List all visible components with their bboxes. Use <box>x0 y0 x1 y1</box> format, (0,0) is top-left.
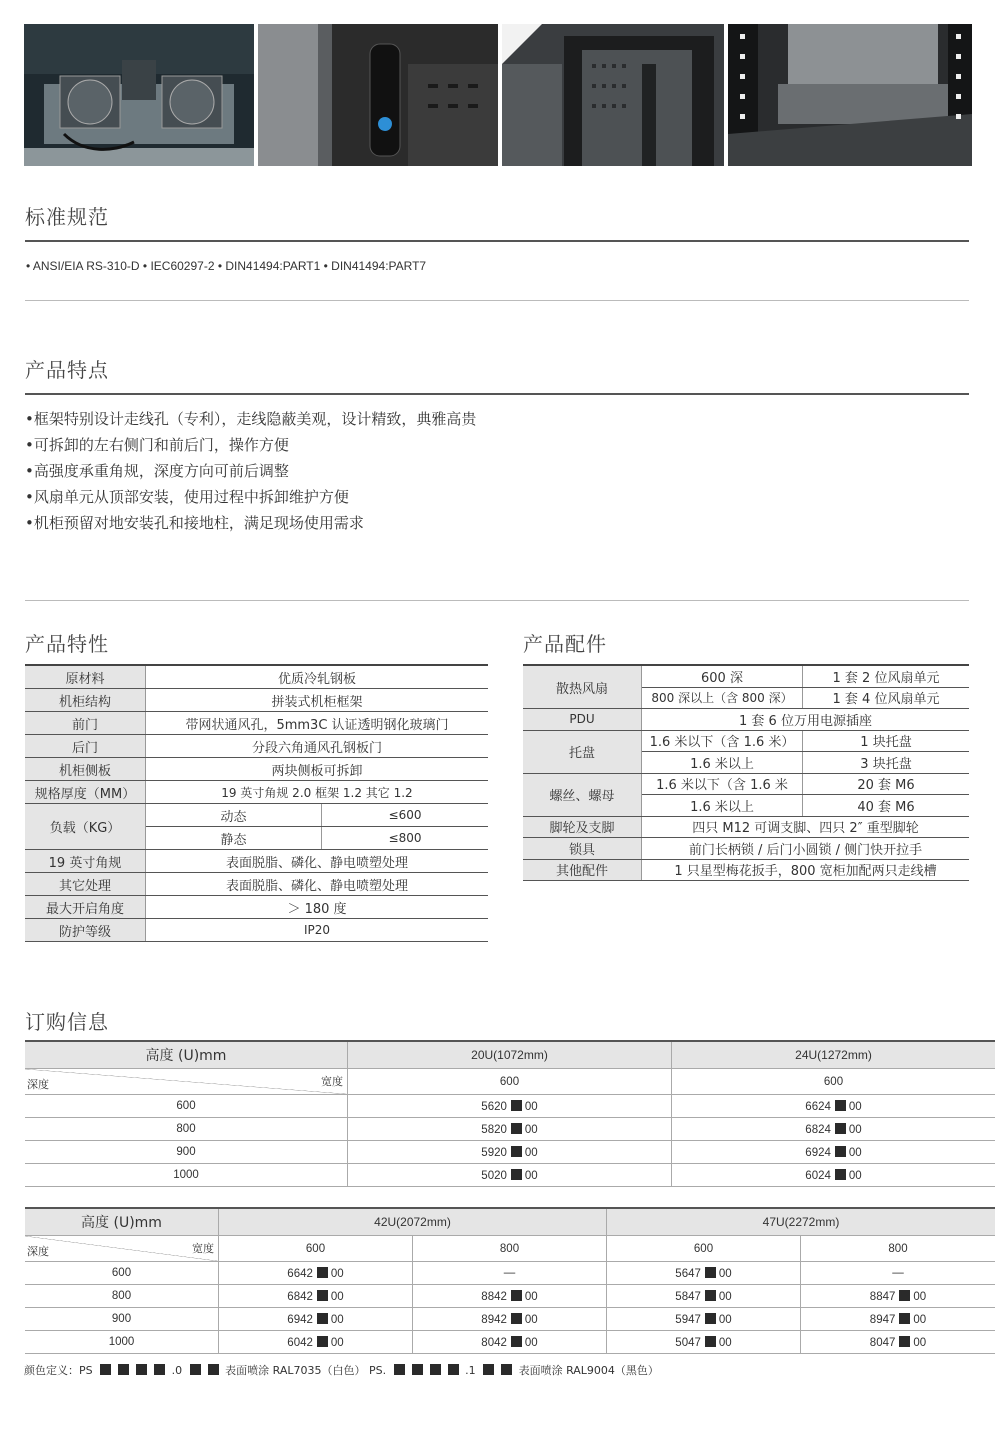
spec-label: 最大开启角度 <box>25 896 146 919</box>
code-suffix: 00 <box>718 1267 732 1280</box>
code-suffix: 00 <box>913 1336 927 1349</box>
spec-value: 拼装式机柜框架 <box>146 689 489 712</box>
footnote-text: .1 <box>465 1364 476 1377</box>
door-handle-photo <box>258 24 498 166</box>
spec-value: ＞ 180 度 <box>146 896 489 919</box>
height-header: 高度 (U)mm <box>25 1041 348 1069</box>
code-suffix: 00 <box>524 1313 538 1326</box>
spec-value: 分段六角通风孔钢板门 <box>146 735 489 758</box>
col-header: 24U(1272mm) <box>672 1041 996 1069</box>
color-square <box>511 1123 522 1134</box>
code-prefix: 8042 <box>481 1336 507 1349</box>
color-square <box>705 1336 716 1347</box>
color-square <box>430 1364 441 1375</box>
code-prefix: 5647 <box>675 1267 701 1280</box>
feature-item: •机柜预留对地安装孔和接地柱，满足现场使用需求 <box>25 514 364 532</box>
acc-label: 锁具 <box>523 838 642 860</box>
code-suffix: 00 <box>913 1290 927 1303</box>
color-square <box>511 1290 522 1301</box>
color-square <box>705 1313 716 1324</box>
model-code <box>607 1285 801 1308</box>
code-prefix: 6042 <box>287 1336 313 1349</box>
accessories-table <box>523 664 969 881</box>
fan-unit-photo <box>24 24 254 166</box>
model-code <box>348 1141 672 1164</box>
divider <box>25 600 969 601</box>
acc-value: 1 块托盘 <box>803 730 970 752</box>
spec-label: 机柜侧板 <box>25 758 146 781</box>
table-row <box>25 1095 995 1118</box>
code-prefix: 8047 <box>869 1336 896 1349</box>
code-suffix: 00 <box>524 1336 538 1349</box>
code-suffix: 00 <box>330 1313 344 1326</box>
model-code-empty: — <box>801 1262 996 1285</box>
color-square <box>511 1313 522 1324</box>
acc-cond: 1.6 米以下（含 1.6 米 <box>642 773 803 795</box>
depth-label: 深度 <box>27 1245 49 1258</box>
model-code <box>607 1308 801 1331</box>
spec-value: 表面脱脂、磷化、静电喷塑处理 <box>146 850 489 873</box>
width-value: 600 <box>219 1236 413 1262</box>
code-prefix: 8942 <box>481 1313 507 1326</box>
spec-label: 前门 <box>25 712 146 735</box>
model-code <box>607 1331 801 1354</box>
acc-value: 40 套 M6 <box>803 795 970 817</box>
color-square <box>412 1364 423 1375</box>
model-code <box>348 1118 672 1141</box>
model-code <box>413 1331 607 1354</box>
feature-item: •可拆卸的左右侧门和前后门，操作方便 <box>25 436 289 454</box>
code-prefix: 6842 <box>287 1290 313 1303</box>
model-code <box>801 1285 996 1308</box>
code-suffix: 00 <box>848 1123 862 1136</box>
acc-label: 散热风扇 <box>523 665 642 709</box>
color-square <box>511 1336 522 1347</box>
code-prefix: 5847 <box>675 1290 701 1303</box>
footnote-text: .0 <box>171 1364 183 1377</box>
code-prefix: 6924 <box>805 1146 831 1159</box>
code-prefix: 8842 <box>481 1290 507 1303</box>
acc-value: 1 套 2 位风扇单元 <box>803 665 970 687</box>
color-square <box>835 1169 846 1180</box>
table-row <box>25 1118 995 1141</box>
rails-photo <box>728 24 972 166</box>
color-square <box>317 1313 328 1324</box>
depth-value: 900 <box>25 1141 348 1164</box>
code-prefix: 5020 <box>481 1169 507 1182</box>
feature-item: •框架特别设计走线孔（专利），走线隐蔽美观，设计精致，典雅高贵 <box>25 410 477 428</box>
depth-value: 600 <box>25 1095 348 1118</box>
table-row <box>25 1164 995 1187</box>
color-square <box>835 1146 846 1157</box>
model-code <box>801 1331 996 1354</box>
ordering-title: 订购信息 <box>25 1010 109 1034</box>
spec-label: 负载（KG） <box>25 804 146 850</box>
color-square <box>317 1290 328 1301</box>
color-square <box>511 1169 522 1180</box>
code-suffix: 00 <box>848 1100 862 1113</box>
code-prefix: 8947 <box>869 1313 896 1326</box>
depth-width-corner <box>25 1236 218 1261</box>
model-code <box>672 1164 996 1187</box>
code-prefix: 5620 <box>481 1100 507 1113</box>
acc-cond: 1.6 米以上 <box>642 795 803 817</box>
code-suffix: 00 <box>330 1267 344 1280</box>
feature-item: •高强度承重角规，深度方向可前后调整 <box>25 462 289 480</box>
code-prefix: 6642 <box>287 1267 313 1280</box>
model-code <box>348 1164 672 1187</box>
spec-label: 防护等级 <box>25 919 146 942</box>
acc-value: 四只 M12 可调支脚、四只 2″ 重型脚轮 <box>642 816 970 838</box>
color-square <box>899 1290 910 1301</box>
model-code <box>219 1308 413 1331</box>
features-title: 产品特点 <box>25 358 109 382</box>
color-square <box>100 1364 111 1375</box>
feature-item: •风扇单元从顶部安装，使用过程中拆卸维护方便 <box>25 488 349 506</box>
footnote-text: 颜色定义：PS <box>24 1364 93 1377</box>
color-square <box>317 1267 328 1278</box>
spec-value: 表面脱脂、磷化、静电喷塑处理 <box>146 873 489 896</box>
code-suffix: 00 <box>330 1336 344 1349</box>
model-code <box>219 1285 413 1308</box>
color-square <box>501 1364 512 1375</box>
order-table-1 <box>25 1040 995 1187</box>
code-suffix: 00 <box>330 1290 344 1303</box>
color-square <box>394 1364 405 1375</box>
acc-cond: 1.6 米以下（含 1.6 米） <box>642 730 803 752</box>
width-label: 宽度 <box>321 1075 343 1088</box>
code-suffix: 00 <box>524 1100 538 1113</box>
width-value: 600 <box>672 1069 996 1095</box>
acc-value: 1 套 6 位万用电源插座 <box>642 709 970 731</box>
code-prefix: 6942 <box>287 1313 313 1326</box>
code-suffix: 00 <box>718 1313 732 1326</box>
acc-cond: 600 深 <box>642 665 803 687</box>
acc-cond: 1.6 米以上 <box>642 752 803 774</box>
spec-value: 19 英寸角规 2.0 框架 1.2 其它 1.2 <box>146 781 489 804</box>
accessories-title: 产品配件 <box>523 632 607 656</box>
color-square <box>899 1313 910 1324</box>
code-prefix: 5947 <box>675 1313 701 1326</box>
code-prefix: 5920 <box>481 1146 507 1159</box>
spec-label: 机柜结构 <box>25 689 146 712</box>
standards-list: • ANSI/EIA RS-310-D • IEC60297-2 • DIN41494:PART1 • DIN41494:PART7 <box>26 259 427 273</box>
model-code <box>672 1118 996 1141</box>
model-code <box>413 1285 607 1308</box>
depth-width-corner <box>25 1069 347 1094</box>
width-value: 600 <box>607 1236 801 1262</box>
model-code <box>348 1095 672 1118</box>
model-code <box>607 1262 801 1285</box>
acc-label: PDU <box>523 709 642 731</box>
code-prefix: 5047 <box>675 1336 701 1349</box>
model-code <box>801 1308 996 1331</box>
width-value: 800 <box>801 1236 996 1262</box>
load-static-label: 静态 <box>146 827 322 850</box>
width-label: 宽度 <box>192 1242 214 1255</box>
code-suffix: 00 <box>524 1146 538 1159</box>
order-table-2 <box>25 1207 995 1354</box>
color-square <box>511 1146 522 1157</box>
code-prefix: 6624 <box>805 1100 831 1113</box>
code-suffix: 00 <box>913 1313 927 1326</box>
color-square <box>118 1364 129 1375</box>
table-row <box>25 1141 995 1164</box>
acc-value: 前门长柄锁 / 后门小圆锁 / 侧门快开拉手 <box>642 838 970 860</box>
color-square <box>483 1364 494 1375</box>
acc-label: 托盘 <box>523 730 642 773</box>
standards-title: 标准规范 <box>25 205 109 229</box>
code-prefix: 5820 <box>481 1123 507 1136</box>
code-prefix: 6024 <box>805 1169 831 1182</box>
spec-label: 规格厚度（MM） <box>25 781 146 804</box>
specs-title: 产品特性 <box>25 632 109 656</box>
depth-value: 1000 <box>25 1164 348 1187</box>
color-square <box>705 1290 716 1301</box>
acc-value: 3 块托盘 <box>803 752 970 774</box>
color-square <box>154 1364 165 1375</box>
color-square <box>448 1364 459 1375</box>
spec-label: 原材料 <box>25 665 146 689</box>
divider <box>25 300 969 301</box>
spec-value: 优质冷轧钢板 <box>146 665 489 689</box>
color-square <box>511 1100 522 1111</box>
depth-value: 800 <box>25 1118 348 1141</box>
color-square <box>835 1123 846 1134</box>
depth-value: 1000 <box>25 1331 219 1354</box>
model-code <box>219 1331 413 1354</box>
table-row <box>25 1285 995 1308</box>
width-value: 800 <box>413 1236 607 1262</box>
acc-value: 1 套 4 位风扇单元 <box>803 687 970 709</box>
spec-value: 两块侧板可拆卸 <box>146 758 489 781</box>
color-square <box>705 1267 716 1278</box>
features-list <box>25 406 476 536</box>
code-prefix: 8847 <box>869 1290 896 1303</box>
depth-value: 900 <box>25 1308 219 1331</box>
depth-value: 600 <box>25 1262 219 1285</box>
table-row <box>25 1331 995 1354</box>
col-header: 20U(1072mm) <box>348 1041 672 1069</box>
footnote-text: 表面喷涂 RAL7035（白色） PS. <box>225 1364 387 1377</box>
color-square <box>317 1336 328 1347</box>
model-code-empty: — <box>413 1262 607 1285</box>
footnote-text: 表面喷涂 RAL9004（黑色） <box>518 1364 659 1377</box>
model-code <box>672 1141 996 1164</box>
specs-table <box>25 664 488 942</box>
color-square <box>190 1364 201 1375</box>
code-prefix: 6824 <box>805 1123 831 1136</box>
acc-value: 1 只星型梅花扳手，800 宽柜加配两只走线槽 <box>642 859 970 881</box>
acc-label: 其他配件 <box>523 859 642 881</box>
load-dynamic-label: 动态 <box>146 804 322 827</box>
code-suffix: 00 <box>718 1290 732 1303</box>
table-row <box>25 1262 995 1285</box>
cabinet-photo <box>502 24 724 166</box>
col-header: 42U(2072mm) <box>219 1208 607 1236</box>
divider <box>25 393 969 395</box>
code-suffix: 00 <box>524 1123 538 1136</box>
spec-value: 带网状通风孔，5mm3C 认证透明钢化玻璃门 <box>146 712 489 735</box>
color-square <box>835 1100 846 1111</box>
col-header: 47U(2272mm) <box>607 1208 996 1236</box>
depth-value: 800 <box>25 1285 219 1308</box>
divider <box>25 240 969 242</box>
table-row <box>25 1308 995 1331</box>
model-code <box>219 1262 413 1285</box>
color-square <box>208 1364 219 1375</box>
color-definition-footnote <box>24 1362 659 1378</box>
code-suffix: 00 <box>718 1336 732 1349</box>
model-code <box>413 1308 607 1331</box>
acc-value: 20 套 M6 <box>803 773 970 795</box>
load-dynamic-value: ≤600 <box>322 804 489 827</box>
color-square <box>899 1336 910 1347</box>
spec-label: 后门 <box>25 735 146 758</box>
acc-cond: 800 深以上（含 800 深） <box>642 687 803 709</box>
color-square <box>136 1364 147 1375</box>
width-value: 600 <box>348 1069 672 1095</box>
model-code <box>672 1095 996 1118</box>
spec-value: IP20 <box>146 919 489 942</box>
load-static-value: ≤800 <box>322 827 489 850</box>
code-suffix: 00 <box>848 1146 862 1159</box>
depth-label: 深度 <box>27 1078 49 1091</box>
acc-label: 螺丝、螺母 <box>523 773 642 816</box>
code-suffix: 00 <box>524 1169 538 1182</box>
spec-label: 19 英寸角规 <box>25 850 146 873</box>
code-suffix: 00 <box>524 1290 538 1303</box>
code-suffix: 00 <box>848 1169 862 1182</box>
height-header: 高度 (U)mm <box>25 1208 219 1236</box>
spec-label: 其它处理 <box>25 873 146 896</box>
acc-label: 脚轮及支脚 <box>523 816 642 838</box>
